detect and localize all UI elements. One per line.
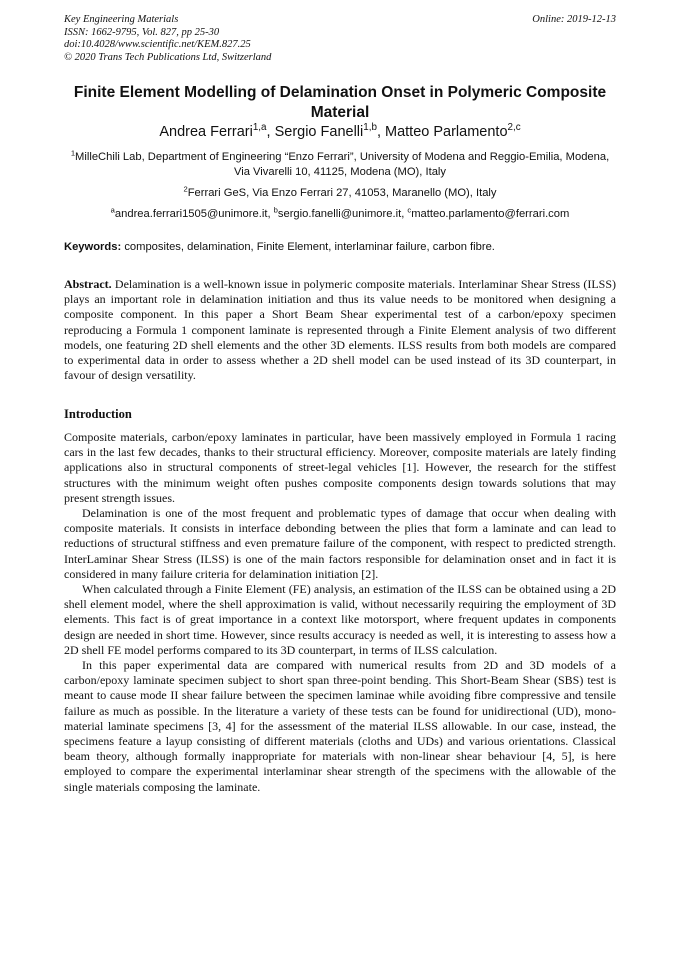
introduction-body <box>64 430 616 795</box>
email-line: $^a$andrea.ferrari1505@unimore.it, $^b$sergio.fanelli@unimore.it, $^c$matteo.parlamento@ferrari.com <box>110 205 570 220</box>
paragraph: When calculated through a Finite Element (FE) analysis, an estimation of the ILSS can be obtained using a 2D shell element model, where the shell approximation is valid, without necessarily requiring the employment of 3D elements. This fact is of great importance in a context like motorsport, where frequent updates in components design are needed in short time. However, since results accuracy is needed as well, it is interesting to assess how a 2D shell FE model performs compared to its 3D counterpart, in terms of ILSS calculation. <box>64 582 616 657</box>
paragraph: Composite materials, carbon/epoxy laminates in particular, have been massively employed in Formula 1 racing cars in the last few decades, thanks to their structural efficiency. Moreover, composite materials are lately finding applications also in structural components of street-legal vehicles [1]. However, the research for the stiffest structures with the minimum weight often pushes composite components design towards solutions that may present strength issues. <box>64 430 616 505</box>
paper-title: Finite Element Modelling of Delamination Onset in Polymeric Composite Material <box>73 84 607 121</box>
journal-name: Key Engineering Materials <box>64 14 179 25</box>
keywords-text: composites, delamination, Finite Element, interlaminar failure, carbon fibre. <box>124 241 495 253</box>
email-superscript: b <box>273 205 278 215</box>
abstract <box>64 277 616 383</box>
affiliation-text: Ferrari GeS, Via Enzo Ferrari 27, 41053, Maranello (MO), Italy <box>187 187 497 199</box>
author-superscript: 1,a <box>252 122 267 134</box>
author-name: Andrea Ferrari <box>159 124 253 140</box>
email-address[interactable]: sergio.fanelli@unimore.it <box>277 208 402 220</box>
author-name: Sergio Fanelli <box>274 124 364 140</box>
copyright-line: © 2020 Trans Tech Publications Ltd, Switzerland <box>64 51 272 63</box>
email-address[interactable]: matteo.parlamento@ferrari.com <box>411 208 570 220</box>
affiliation-text: MilleChili Lab, Department of Engineering “Enzo Ferrari”, University of Modena and Reggio-Emilia, Modena, Via Vivarelli 10, 41125, Modena (MO), Italy <box>75 151 610 178</box>
keywords-label: Keywords: <box>64 241 122 253</box>
affiliation-superscript: 1 <box>70 148 76 158</box>
email-superscript: c <box>407 205 412 215</box>
keywords <box>64 240 616 255</box>
journal-header <box>64 14 616 64</box>
email-superscript: a <box>110 205 115 215</box>
paragraph: Delamination is one of the most frequent and problematic types of damage that occur when dealing with composite materials. It consists in interface debonding between the plies that form a laminate and can lead to reductions of structural stiffness and even premature failure of the component, with respect to predicted strength. InterLaminar Shear Stress (ILSS) is one of the main factors responsible for delamination onset and in fact it is considered in many failure criteria for delamination initiation [2]. <box>64 506 616 581</box>
author-superscript: 2,c <box>507 122 521 134</box>
issn-line: ISSN: 1662-9795, Vol. 827, pp 25-30 <box>64 26 220 38</box>
abstract-label: Abstract. <box>64 277 112 291</box>
section-heading-introduction: Introduction <box>64 407 132 421</box>
email-address[interactable]: andrea.ferrari1505@unimore.it <box>114 208 268 220</box>
affiliation-superscript: 2 <box>183 184 188 194</box>
abstract-text: Delamination is a well-known issue in polymeric composite materials. Interlaminar Shear Stress (ILSS) plays an important role in delamination initiation and thus its value needs to be monitored when designing a composite component. In this paper a Short Beam Shear experimental test of a carbon/epoxy specimen reproducing a Formula 1 component laminate is represented through a Finite Element analysis of two different models, one featuring 2D shell elements and the other 3D elements. ILSS results from both models are compared to experimental data in order to assess whether a 2D shell model can be used instead of its 3D counterpart, in favour of design versatility. <box>64 277 617 383</box>
author-name: Matteo Parlamento <box>385 124 508 140</box>
author-list: Andrea Ferrari$^{1,a}$, Sergio Fanelli$^{1,b}$, Matteo Parlamento$^{2,c}$ <box>159 122 521 140</box>
affiliation-1 <box>64 150 616 180</box>
doi-line: doi:10.4028/www.scientific.net/KEM.827.25 <box>64 39 251 50</box>
paragraph: In this paper experimental data are compared with numerical results from 2D and 3D models of a carbon/epoxy laminate specimen subject to short span three-point bending. This Short-Beam Shear (SBS) test is meant to cause mode II shear failure between the specimen laminae while avoiding fibre compressive and tensile failure as much as possible. In the literature a variety of these tests can be found for unidirectional (UD), mono-material laminate specimens [3, 4] for the assessment of the material ILSS allowable. In our case, instead, the specimens feature a layup consisting of different materials (cloths and UDs) and various orientations. Classical beam theory, although formally inappropriate for materials with non-linear shear behaviour [4, 5], is here employed to compare the experimental interlaminar shear strength of the specimens with the allowable of the single materials composing the laminate. <box>64 658 616 794</box>
online-date: Online: 2019-12-13 <box>532 14 616 25</box>
author-superscript: 1,b <box>363 122 377 134</box>
affiliation-2 <box>64 186 616 201</box>
